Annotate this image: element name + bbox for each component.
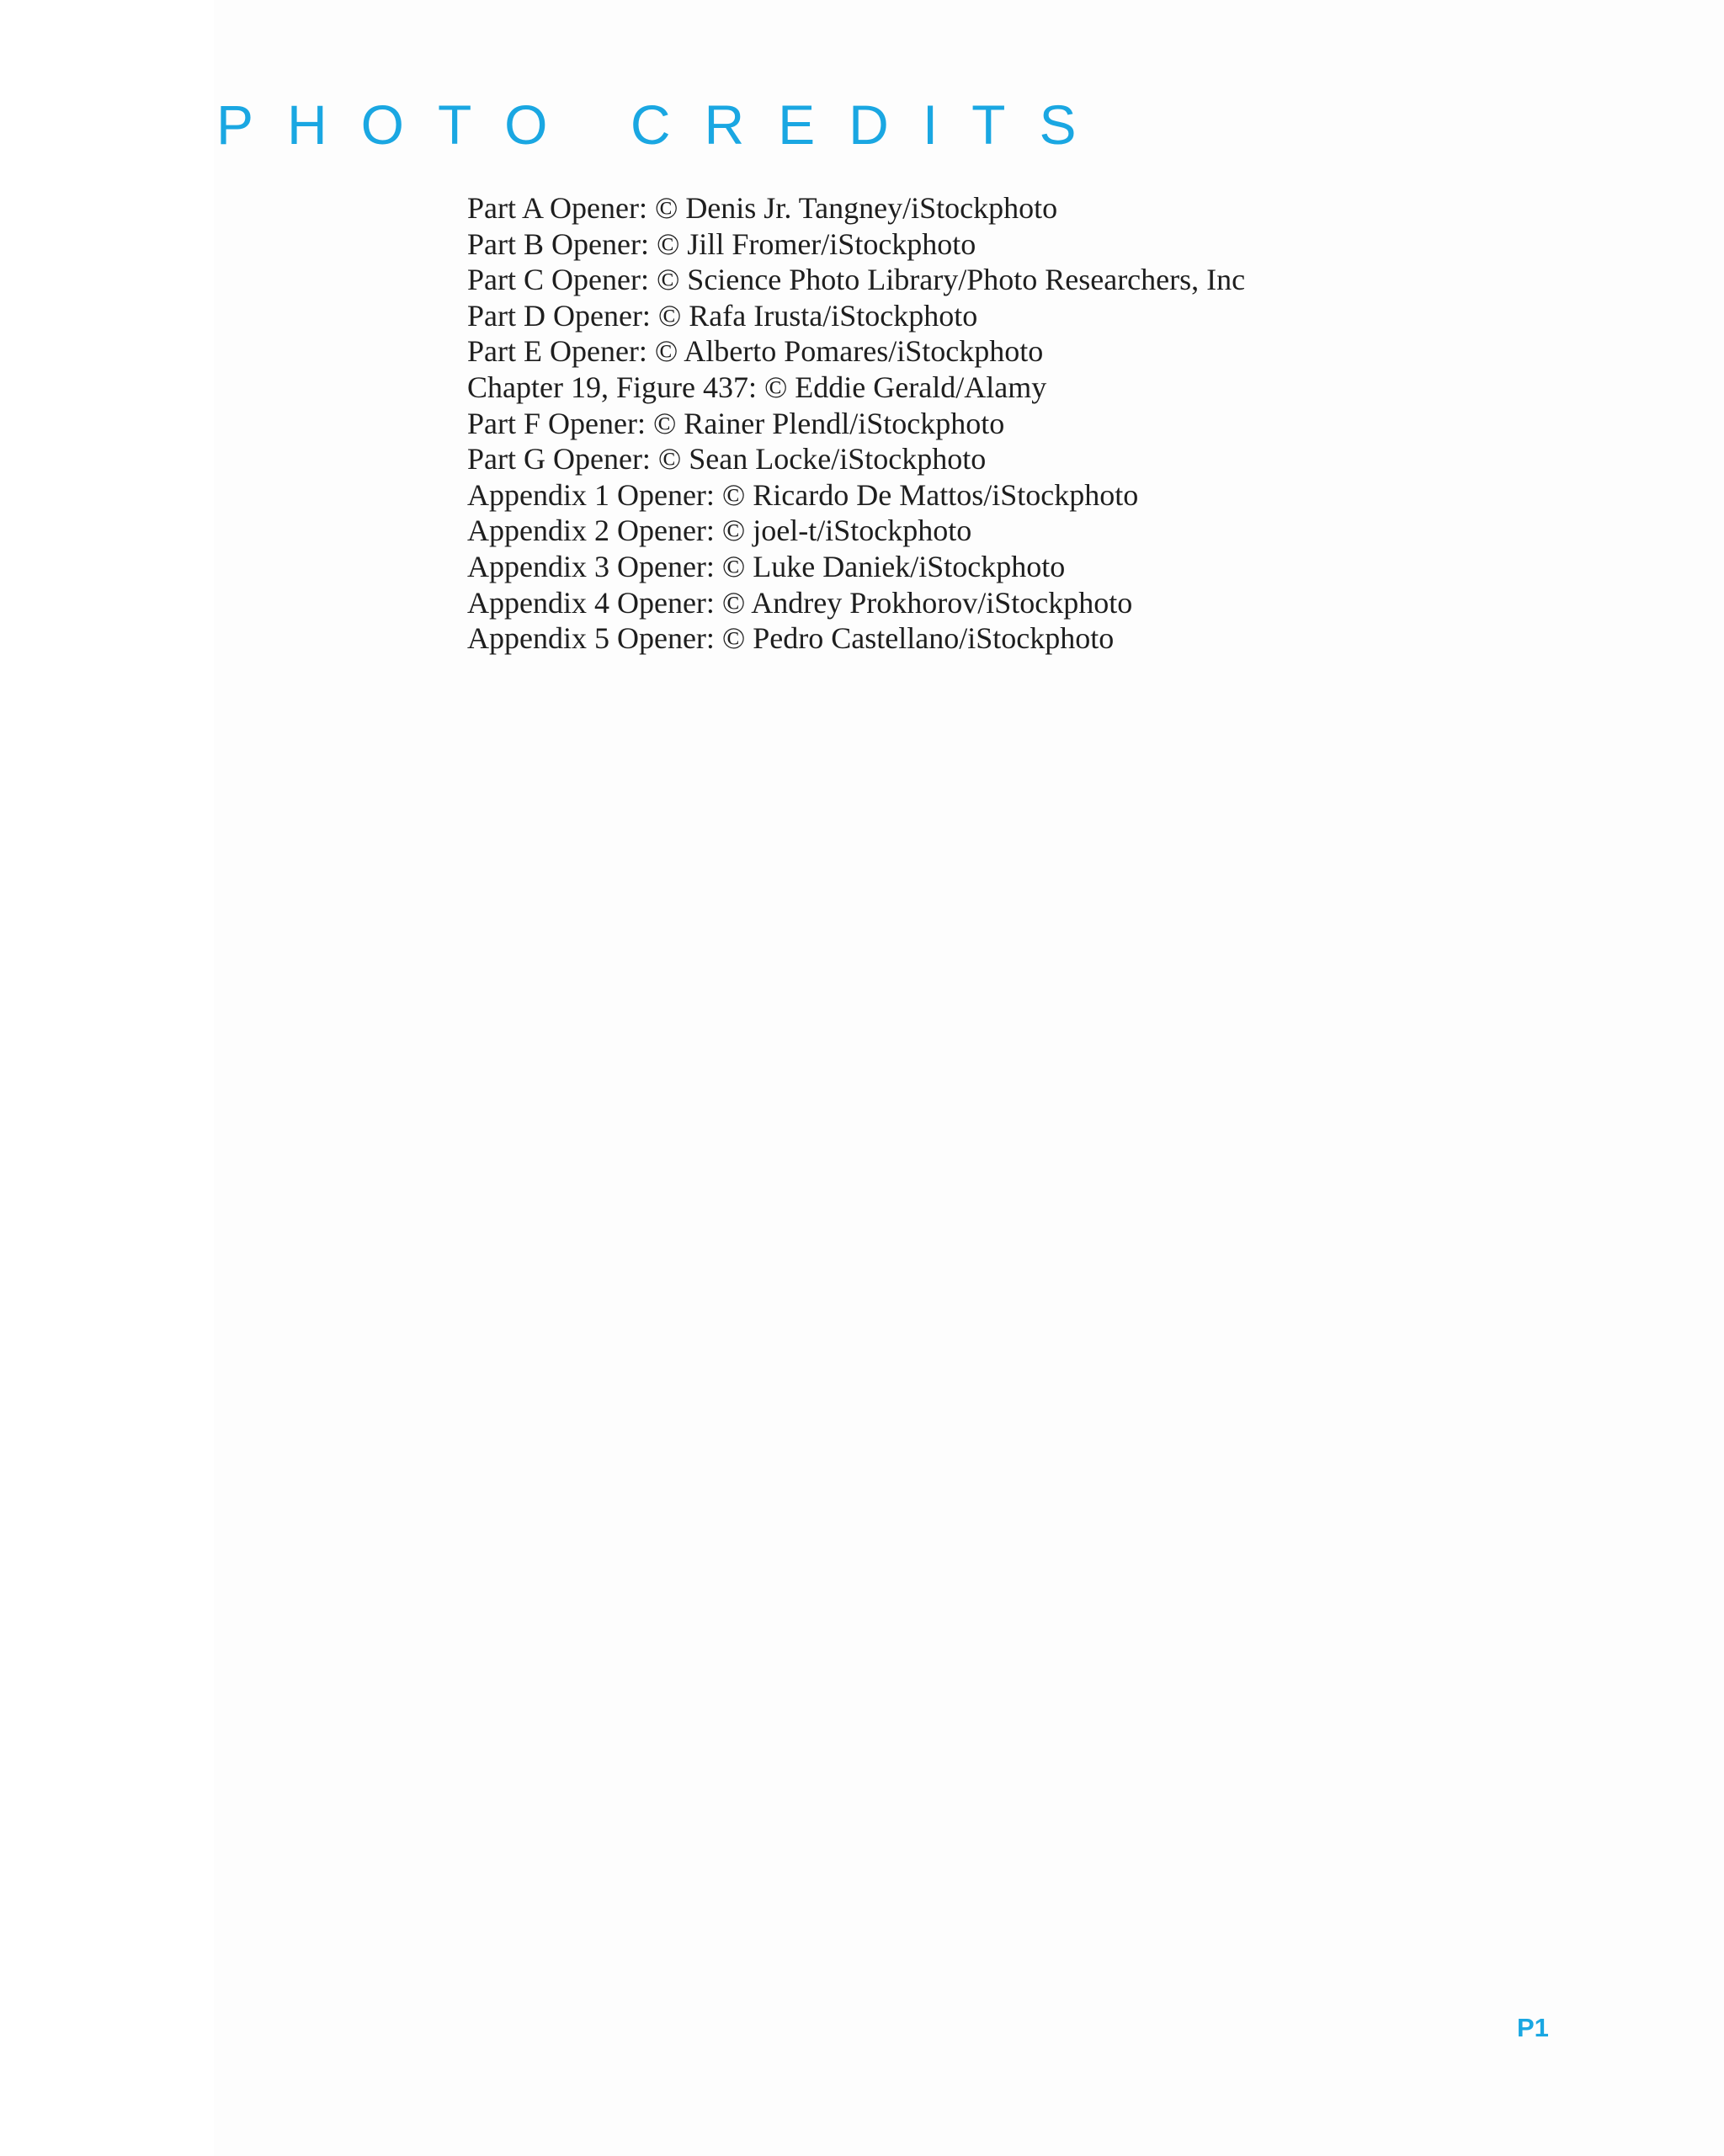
credit-line: Part G Opener: © Sean Locke/iStockphoto — [467, 442, 987, 476]
credit-line: Part C Opener: © Science Photo Library/Photo Researchers, Inc — [467, 263, 1246, 297]
credit-line: Appendix 2 Opener: © joel-t/iStockphoto — [467, 514, 972, 548]
page-title: PHOTO CREDITS — [216, 93, 1110, 156]
credit-line: Appendix 1 Opener: © Ricardo De Mattos/iStockphoto — [467, 477, 1139, 512]
credit-line: Part B Opener: © Jill Fromer/iStockphoto — [467, 226, 976, 261]
credit-line: Appendix 4 Opener: © Andrey Prokhorov/iStockphoto — [467, 585, 1133, 620]
credit-line: Part E Opener: © Alberto Pomares/iStockphoto — [467, 334, 1044, 369]
credits-list — [467, 190, 1245, 657]
credit-line: Appendix 3 Opener: © Luke Daniek/iStockphoto — [467, 549, 1066, 583]
credit-line: Chapter 19, Figure 437: © Eddie Gerald/Alamy — [467, 370, 1047, 404]
page-number: P1 — [1517, 2013, 1549, 2042]
credit-line: Appendix 5 Opener: © Pedro Castellano/iStockphoto — [467, 621, 1115, 656]
credit-line: Part A Opener: © Denis Jr. Tangney/iStockphoto — [467, 191, 1058, 225]
credit-line: Part F Opener: © Rainer Plendl/iStockphoto — [467, 406, 1005, 440]
credit-line: Part D Opener: © Rafa Irusta/iStockphoto — [467, 298, 978, 333]
